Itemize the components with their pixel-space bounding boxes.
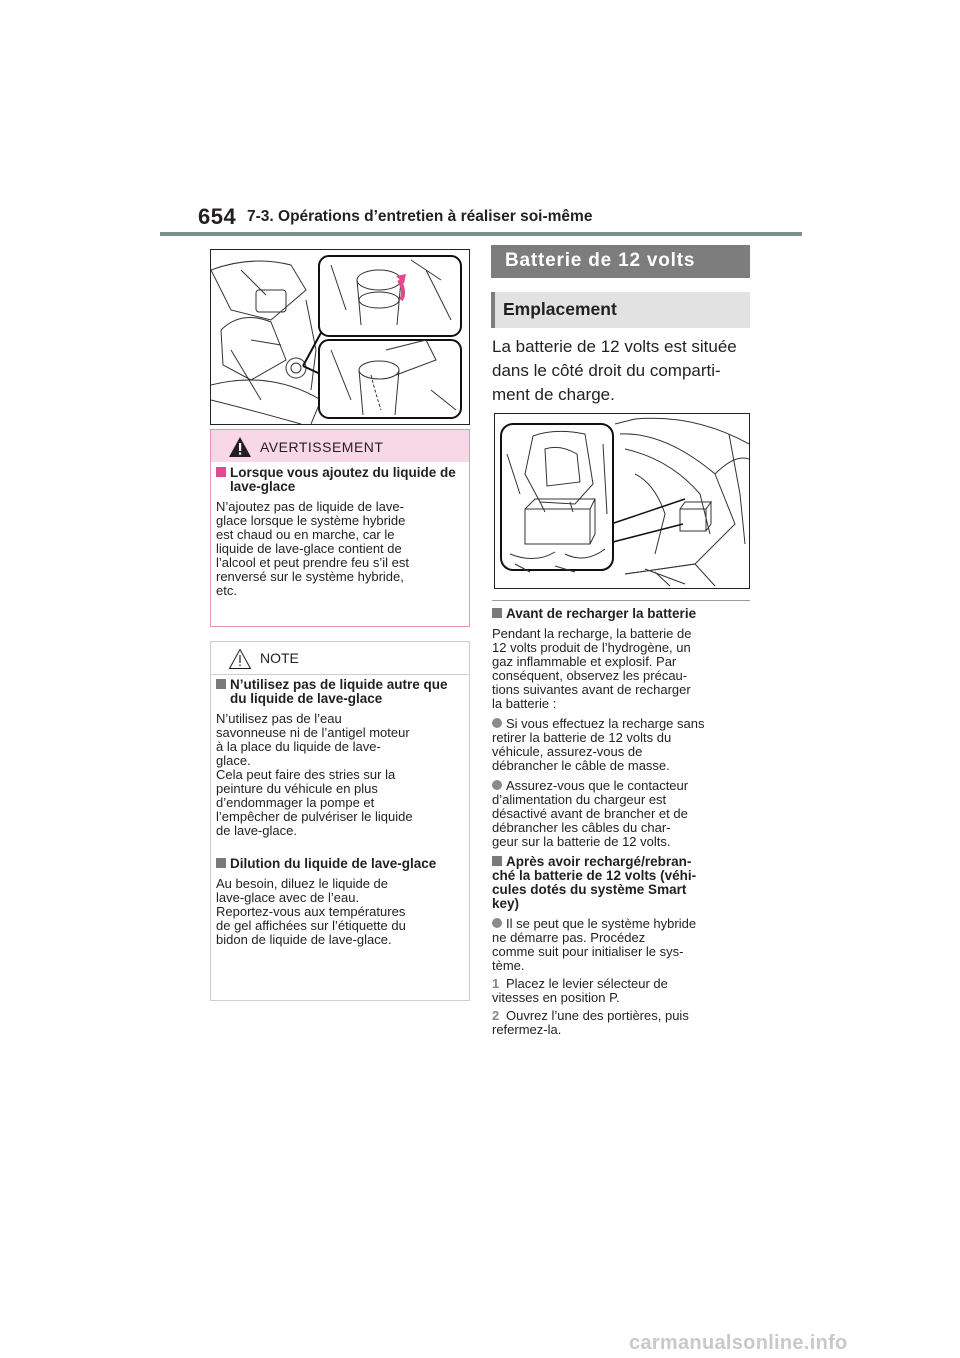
square-bullet-icon xyxy=(492,856,502,866)
note-subheading-2: Dilution du liquide de lave-glace xyxy=(216,857,464,871)
note-header xyxy=(211,642,469,675)
warning-header xyxy=(211,430,469,462)
warning-icon xyxy=(228,436,252,458)
header-rule xyxy=(160,232,802,236)
subsection-heading: Emplacement xyxy=(503,299,617,319)
warning-title: AVERTISSEMENT xyxy=(260,439,384,455)
washer-fluid-illustration xyxy=(210,249,470,425)
step-item: 1 Placez le levier sélecteur de vitesses en position P. xyxy=(492,976,668,1005)
bullet-dot-icon xyxy=(492,918,502,928)
recharge-heading: Avant de recharger la batterie xyxy=(492,607,750,621)
square-bullet-icon xyxy=(216,467,226,477)
step-number: 2 xyxy=(492,1008,500,1023)
warning-subheading: Lorsque vous ajoutez du liquide de lave-glace xyxy=(216,466,464,494)
list-item: Il se peut que le système hybride ne démarre pas. Procédez comme suit pour initialiser le sys- tème. xyxy=(492,916,697,973)
after-recharge-heading: Après avoir rechargé/rebran- ché la batterie de 12 volts (véhi- cules dotés du système Smart key) xyxy=(492,854,697,911)
bullet-dot-icon xyxy=(492,780,502,790)
note-title: NOTE xyxy=(260,650,299,666)
watermark: carmanualsonline.info xyxy=(629,1332,848,1354)
warning-box xyxy=(210,429,470,627)
list-item: Assurez-vous que le contacteur d’alimentation du chargeur est désactivé avant de brancher et de débrancher les câbles du char- geur sur la batterie de 12 volts. xyxy=(492,778,689,849)
note-subheading-1: N’utilisez pas de liquide autre que du liquide de lave-glace xyxy=(216,678,464,706)
list-item: Si vous effectuez la recharge sans retirer la batterie de 12 volts du véhicule, assurez-vous de débrancher le câble de masse. xyxy=(492,716,705,773)
square-bullet-icon xyxy=(216,858,226,868)
subsection-heading-bar xyxy=(491,292,750,328)
step-item: 2 Ouvrez l’une des portières, puis refermez-la. xyxy=(492,1008,689,1037)
battery-location-illustration xyxy=(494,413,750,589)
caution-icon xyxy=(228,648,252,670)
step-number: 1 xyxy=(492,976,500,991)
divider xyxy=(492,600,750,601)
section-heading-bar xyxy=(491,245,750,278)
square-bullet-icon xyxy=(492,608,502,618)
note-box xyxy=(210,641,470,1001)
note-text-1: N’utilisez pas de l’eau savonneuse ni de l’antigel moteur à la place du liquide de lave- glace. Cela peut faire des stries sur la peinture du véhicule en plus d’endommager la pompe et l’empêcher de pulvériser le liquide de lave-glace. xyxy=(216,711,413,838)
section-title: 7-3. Opérations d’entretien à réaliser soi-même xyxy=(247,208,593,225)
note-text-2: Au besoin, diluez le liquide de lave-glace avec de l’eau. Reportez-vous aux températures de gel affichées sur l’étiquette du bidon de liquide de lave-glace. xyxy=(216,876,406,947)
recharge-text: Pendant la recharge, la batterie de 12 volts produit de l’hydrogène, un gaz inflammable et explosif. Par conséquent, observez les précau- tions suivantes avant de recharger la batterie : xyxy=(492,626,692,711)
warning-text: N’ajoutez pas de liquide de lave- glace lorsque le système hybride est chaud ou en marche, car le liquide de lave-glace contient de l’alcool et peut prendre feu s’il est renversé sur le système hybride, etc. xyxy=(216,499,409,598)
location-paragraph: La batterie de 12 volts est située dans le côté droit du comparti- ment de charge. xyxy=(492,337,737,404)
square-bullet-icon xyxy=(216,679,226,689)
section-heading: Batterie de 12 volts xyxy=(505,250,696,271)
recharge-section xyxy=(492,607,750,1037)
bullet-dot-icon xyxy=(492,718,502,728)
page-number: 654 xyxy=(198,204,237,229)
